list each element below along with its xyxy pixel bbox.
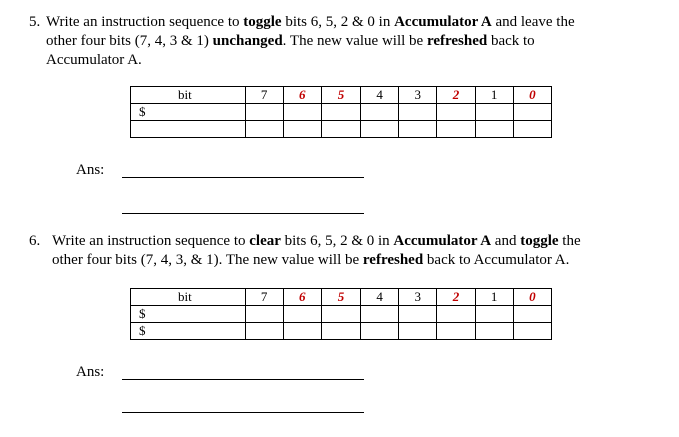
q5-bit-header-4: 4 — [361, 87, 399, 104]
question-6-line-1 — [52, 232, 638, 251]
q6-line-1-run-3: Accumulator A — [393, 233, 492, 249]
q6-row-1-prefix: $ — [131, 306, 246, 323]
q6-line-1-run-6: the — [558, 233, 581, 249]
q6-table-row-1 — [131, 306, 552, 323]
q5-row-2-bit-3-cell[interactable] — [399, 121, 437, 138]
q5-row-2-bit-1-cell[interactable] — [475, 121, 513, 138]
q6-bit-header-1: 1 — [475, 289, 513, 306]
q6-row-2-bit-1-cell[interactable] — [475, 323, 513, 340]
q5-line-2-run-1: unchanged — [212, 33, 283, 49]
question-6-number: 6. — [29, 233, 41, 249]
q6-bit-header-5: 5 — [321, 289, 360, 306]
q6-line-2-run-0: other four bits (7, 4, 3, & 1). The new value will be — [52, 252, 363, 268]
question-5-line-2 — [46, 32, 628, 51]
q6-row-2-prefix: $ — [131, 323, 246, 340]
q6-row-1-bit-3-cell[interactable] — [399, 306, 437, 323]
q5-row-1-bit-2-cell[interactable] — [437, 104, 475, 121]
q6-table-row-2 — [131, 323, 552, 340]
q5-row-1-bit-1-cell[interactable] — [475, 104, 513, 121]
q6-table-header-row — [131, 289, 552, 306]
q6-line-1-run-0: Write an instruction sequence to — [52, 233, 250, 249]
q5-bit-header-3: 3 — [399, 87, 437, 104]
question-5-bit-table — [130, 86, 552, 138]
q6-row-1-bit-2-cell[interactable] — [437, 306, 475, 323]
q6-row-1-bit-6-cell[interactable] — [283, 306, 321, 323]
question-5-line-1 — [46, 13, 628, 32]
q6-row-1-bit-7-cell[interactable] — [245, 306, 283, 323]
q5-row-2-prefix — [131, 121, 246, 138]
question-5-answer-line-2[interactable] — [122, 213, 364, 214]
q6-row-2-bit-5-cell[interactable] — [321, 323, 360, 340]
q5-bit-header-1: 1 — [475, 87, 513, 104]
question-5-text — [46, 13, 628, 70]
q6-row-2-bit-4-cell[interactable] — [361, 323, 399, 340]
q6-line-2-run-2: back to Accumulator A. — [423, 252, 570, 268]
q5-line-1-run-0: Write an instruction sequence to — [46, 14, 244, 30]
q5-line-2-run-2: . The new value will be — [282, 33, 427, 49]
q5-line-2-run-3: refreshed — [426, 33, 488, 49]
q5-row-2-bit-7-cell[interactable] — [245, 121, 283, 138]
q5-table-header-row — [131, 87, 552, 104]
question-5-ans-label: Ans: — [76, 162, 105, 178]
question-6-bit-table — [130, 288, 552, 340]
q6-bit-header-label: bit — [131, 289, 246, 306]
q5-row-1-bit-3-cell[interactable] — [399, 104, 437, 121]
q5-line-2-run-0: other four bits (7, 4, 3 & 1) — [46, 33, 213, 49]
q5-table-row-2 — [131, 121, 552, 138]
q6-row-1-bit-4-cell[interactable] — [361, 306, 399, 323]
q6-row-1-bit-5-cell[interactable] — [321, 306, 360, 323]
q5-table-row-1 — [131, 104, 552, 121]
q6-bit-header-7: 7 — [245, 289, 283, 306]
q5-row-1-bit-5-cell[interactable] — [321, 104, 360, 121]
q5-line-1-run-4: and leave the — [491, 14, 575, 30]
q6-row-2-bit-0-cell[interactable] — [513, 323, 551, 340]
q5-line-1-run-1: toggle — [243, 14, 282, 30]
q5-row-2-bit-0-cell[interactable] — [513, 121, 551, 138]
q5-row-1-prefix: $ — [131, 104, 246, 121]
q5-bit-header-7: 7 — [245, 87, 283, 104]
question-5-answer-line-1[interactable] — [122, 177, 364, 178]
q5-bit-header-6: 6 — [283, 87, 321, 104]
q6-bit-header-4: 4 — [361, 289, 399, 306]
q6-line-1-run-4: and — [491, 233, 521, 249]
q6-bit-header-3: 3 — [399, 289, 437, 306]
question-5-line-3 — [46, 51, 628, 70]
q6-row-2-bit-7-cell[interactable] — [245, 323, 283, 340]
q6-bit-header-0: 0 — [513, 289, 551, 306]
question-6-answer-line-2[interactable] — [122, 412, 364, 413]
q6-row-2-bit-2-cell[interactable] — [437, 323, 475, 340]
q6-bit-header-6: 6 — [283, 289, 321, 306]
question-6-answer-line-1[interactable] — [122, 379, 364, 380]
q6-line-2-run-1: refreshed — [362, 252, 424, 268]
question-6-line-2 — [52, 251, 638, 270]
q6-row-2-bit-6-cell[interactable] — [283, 323, 321, 340]
q6-line-1-run-1: clear — [249, 233, 281, 249]
q5-line-1-run-3: Accumulator A — [394, 14, 492, 30]
q6-line-1-run-2: bits 6, 5, 2 & 0 in — [280, 233, 394, 249]
q5-bit-header-label: bit — [131, 87, 246, 104]
q5-bit-header-5: 5 — [321, 87, 360, 104]
q5-row-1-bit-0-cell[interactable] — [513, 104, 551, 121]
q5-bit-header-0: 0 — [513, 87, 551, 104]
q5-row-1-bit-6-cell[interactable] — [283, 104, 321, 121]
q5-line-2-run-4: back to — [487, 33, 535, 49]
q5-row-2-bit-5-cell[interactable] — [321, 121, 360, 138]
question-6-ans-label: Ans: — [76, 364, 105, 380]
q5-bit-header-2: 2 — [437, 87, 475, 104]
q5-row-2-bit-2-cell[interactable] — [437, 121, 475, 138]
q6-row-2-bit-3-cell[interactable] — [399, 323, 437, 340]
q5-row-1-bit-4-cell[interactable] — [361, 104, 399, 121]
question-6-text — [52, 232, 638, 270]
q6-line-1-run-5: toggle — [520, 233, 559, 249]
q5-row-1-bit-7-cell[interactable] — [245, 104, 283, 121]
q6-row-1-bit-1-cell[interactable] — [475, 306, 513, 323]
q6-row-1-bit-0-cell[interactable] — [513, 306, 551, 323]
q5-line-1-run-2: bits 6, 5, 2 & 0 in — [281, 14, 395, 30]
q5-line-3-run-0: Accumulator A. — [46, 52, 142, 68]
q6-bit-header-2: 2 — [437, 289, 475, 306]
question-5-number: 5. — [29, 14, 41, 30]
q5-row-2-bit-4-cell[interactable] — [361, 121, 399, 138]
q5-row-2-bit-6-cell[interactable] — [283, 121, 321, 138]
